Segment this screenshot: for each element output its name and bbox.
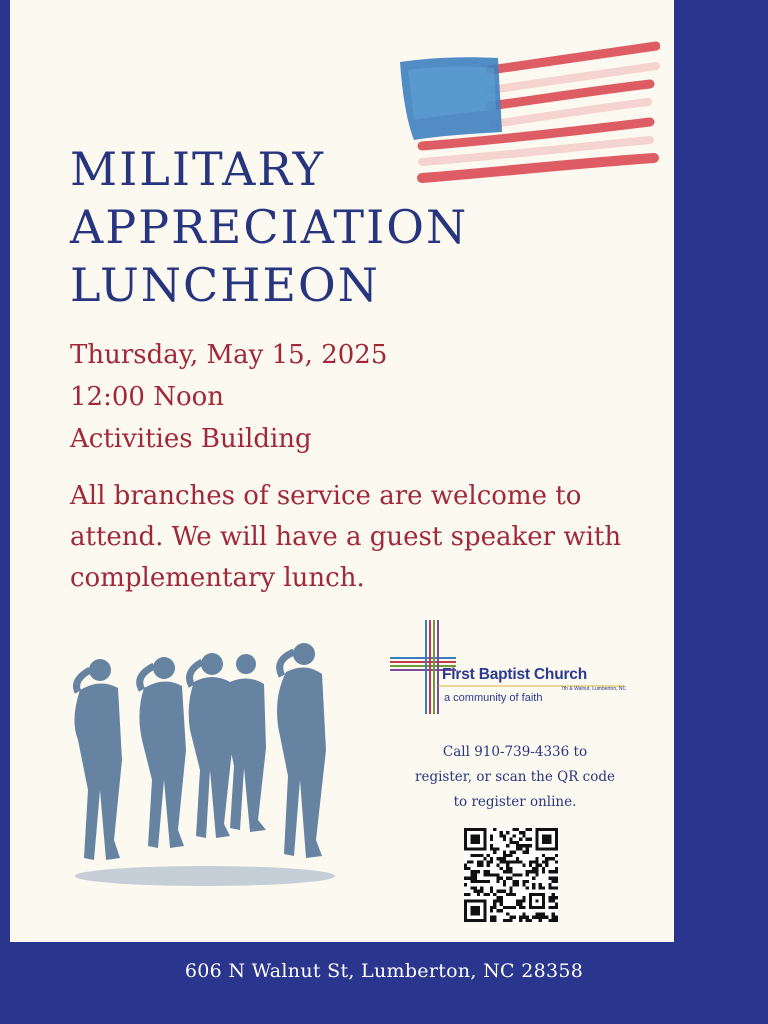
qr-code-icon[interactable] [464, 828, 558, 922]
church-tagline: a community of faith [444, 692, 543, 704]
church-name: First Baptist Church [442, 666, 587, 683]
event-title [70, 140, 468, 314]
contact-line-1: Call 910-739-4336 to [442, 744, 588, 760]
event-details [70, 334, 387, 460]
contact-line-2: register, or scan the QR code [415, 769, 615, 785]
title-line-1: MILITARY [70, 142, 325, 196]
saluting-soldiers-icon [60, 640, 340, 895]
title-line-2: APPRECIATION [70, 200, 469, 254]
flyer-card [10, 0, 674, 942]
contact-line-3: to register online. [453, 794, 577, 810]
event-description: All branches of service are welcome to attend. We will have a guest speaker with complementary lunch. [70, 481, 622, 593]
footer-address: 606 N Walnut St, Lumberton, NC 28358 [184, 960, 584, 982]
event-location: Activities Building [70, 424, 312, 454]
event-time: 12:00 Noon [70, 382, 224, 412]
church-logo [386, 618, 626, 714]
church-address: 7th & Walnut, Lumberton, NC [561, 686, 627, 692]
contact-info [388, 740, 642, 815]
title-line-3: LUNCHEON [70, 258, 380, 312]
event-date: Thursday, May 15, 2025 [70, 340, 388, 370]
